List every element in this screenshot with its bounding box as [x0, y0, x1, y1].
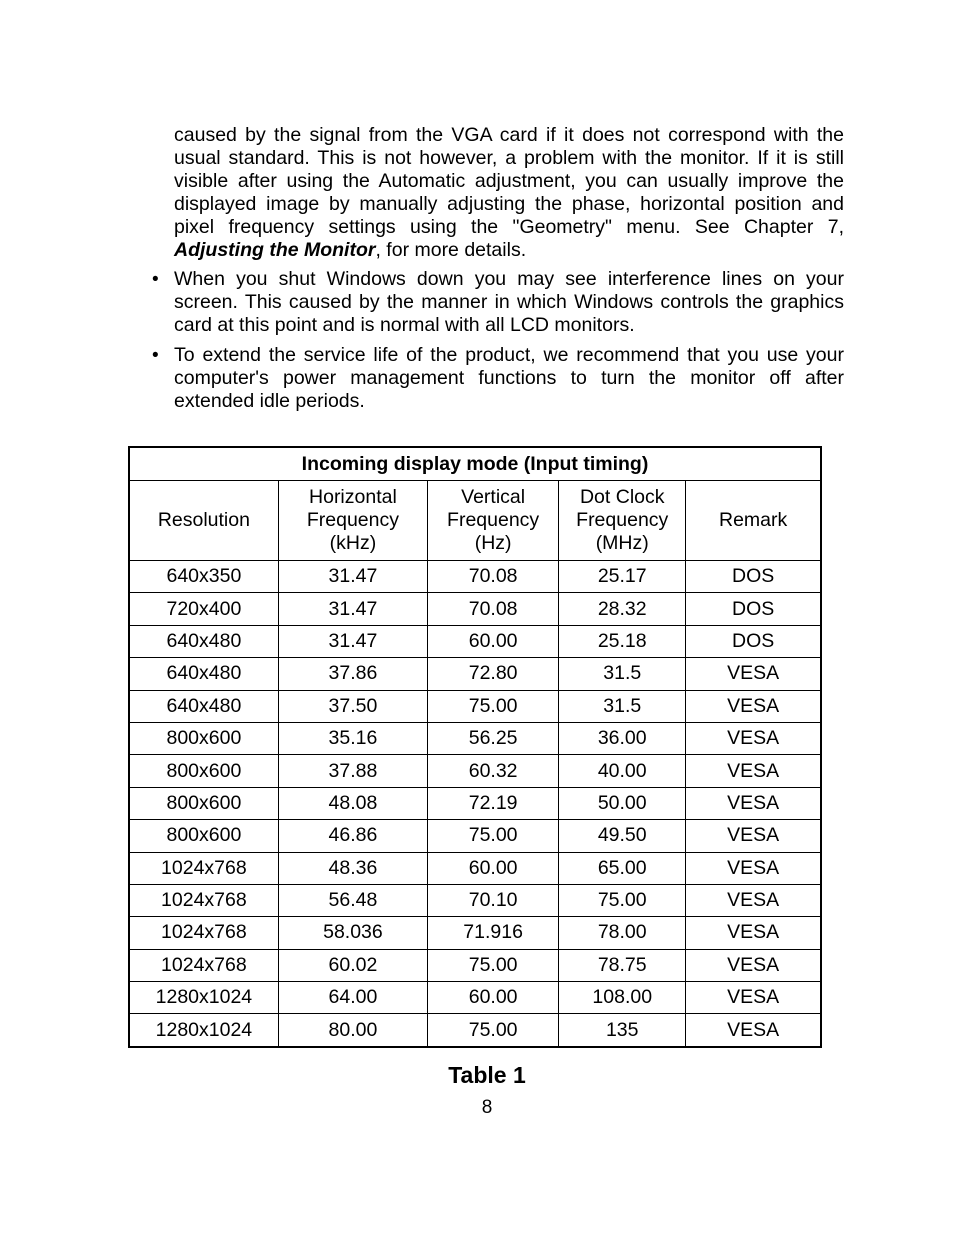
horizontal-frequency-cell: 31.47 — [278, 561, 427, 593]
horizontal-frequency-cell: 37.88 — [278, 755, 427, 787]
dot-clock-cell: 65.00 — [559, 852, 686, 884]
table-row — [129, 561, 821, 593]
dot-clock-cell: 50.00 — [559, 787, 686, 819]
table-row — [129, 755, 821, 787]
header-dot-clock-frequency: Dot Clock Frequency (MHz) — [559, 481, 686, 561]
bullet-list — [152, 268, 844, 413]
remark-cell: VESA — [686, 755, 821, 787]
horizontal-frequency-cell: 60.02 — [278, 949, 427, 981]
resolution-cell: 640x480 — [129, 690, 278, 722]
bullet-icon: • — [152, 345, 159, 366]
horizontal-frequency-cell: 64.00 — [278, 982, 427, 1014]
remark-cell: DOS — [686, 561, 821, 593]
vertical-frequency-cell: 60.00 — [428, 852, 559, 884]
table-row — [129, 852, 821, 884]
horizontal-frequency-cell: 48.36 — [278, 852, 427, 884]
input-timing-table — [128, 446, 822, 1048]
table-caption: Table 1 — [448, 1062, 526, 1088]
dot-clock-cell: 31.5 — [559, 690, 686, 722]
table-row — [129, 593, 821, 625]
vertical-frequency-cell: 70.08 — [428, 593, 559, 625]
list-item — [152, 344, 844, 413]
table-row — [129, 787, 821, 819]
dot-clock-cell: 25.17 — [559, 561, 686, 593]
horizontal-frequency-cell: 80.00 — [278, 1014, 427, 1047]
bullet-icon: • — [152, 269, 159, 290]
resolution-cell: 800x600 — [129, 755, 278, 787]
body-text — [152, 124, 844, 420]
vertical-frequency-cell: 70.08 — [428, 561, 559, 593]
remark-cell: VESA — [686, 787, 821, 819]
horizontal-frequency-cell: 46.86 — [278, 820, 427, 852]
bullet-text: To extend the service life of the product, we recommend that you use your computer's power management functions to turn the monitor off after extended idle periods. — [174, 344, 844, 412]
remark-cell: VESA — [686, 820, 821, 852]
resolution-cell: 800x600 — [129, 787, 278, 819]
header-remark: Remark — [686, 481, 821, 561]
vertical-frequency-cell: 60.00 — [428, 625, 559, 657]
page-number: 8 — [481, 1097, 493, 1118]
resolution-cell: 1024x768 — [129, 884, 278, 916]
intro-text-after: , for more details. — [375, 239, 527, 261]
bullet-text: When you shut Windows down you may see interference lines on your screen. This caused by the manner in which Windows controls the graphics card at this point and is normal with all LCD monitors. — [174, 268, 844, 336]
vertical-frequency-cell: 60.00 — [428, 982, 559, 1014]
horizontal-frequency-cell: 35.16 — [278, 722, 427, 754]
dot-clock-cell: 28.32 — [559, 593, 686, 625]
table-row — [129, 658, 821, 690]
resolution-cell: 1024x768 — [129, 852, 278, 884]
remark-cell: VESA — [686, 690, 821, 722]
intro-paragraph — [174, 124, 844, 262]
resolution-cell: 1024x768 — [129, 917, 278, 949]
dot-clock-cell: 135 — [559, 1014, 686, 1047]
vertical-frequency-cell: 75.00 — [428, 690, 559, 722]
table-title: Incoming display mode (Input timing) — [129, 447, 821, 481]
vertical-frequency-cell: 75.00 — [428, 820, 559, 852]
table-row — [129, 820, 821, 852]
remark-cell: VESA — [686, 1014, 821, 1047]
resolution-cell: 800x600 — [129, 722, 278, 754]
resolution-cell: 720x400 — [129, 593, 278, 625]
horizontal-frequency-cell: 31.47 — [278, 593, 427, 625]
dot-clock-cell: 75.00 — [559, 884, 686, 916]
table-row — [129, 884, 821, 916]
vertical-frequency-cell: 71.916 — [428, 917, 559, 949]
dot-clock-cell: 49.50 — [559, 820, 686, 852]
header-vertical-frequency: Vertical Frequency (Hz) — [428, 481, 559, 561]
vertical-frequency-cell: 75.00 — [428, 1014, 559, 1047]
vertical-frequency-cell: 70.10 — [428, 884, 559, 916]
table-body — [129, 561, 821, 1047]
list-item — [152, 268, 844, 337]
remark-cell: VESA — [686, 658, 821, 690]
dot-clock-cell: 31.5 — [559, 658, 686, 690]
horizontal-frequency-cell: 58.036 — [278, 917, 427, 949]
dot-clock-cell: 40.00 — [559, 755, 686, 787]
intro-text-before: caused by the signal from the VGA card if it does not correspond with the usual standard. This is not however, a problem with the monitor. If it is still visible after using the Automatic adjustment, you can usually improve the displayed image by manually adjusting the phase, horizontal position and pixel frequency settings using the "Geometry" menu. See Chapter 7, — [174, 124, 844, 238]
table-row — [129, 690, 821, 722]
dot-clock-cell: 25.18 — [559, 625, 686, 657]
resolution-cell: 1024x768 — [129, 949, 278, 981]
remark-cell: VESA — [686, 917, 821, 949]
table-row — [129, 625, 821, 657]
remark-cell: VESA — [686, 884, 821, 916]
table-row — [129, 1014, 821, 1047]
resolution-cell: 1280x1024 — [129, 982, 278, 1014]
header-row — [129, 481, 821, 561]
remark-cell: DOS — [686, 593, 821, 625]
dot-clock-cell: 36.00 — [559, 722, 686, 754]
dot-clock-cell: 78.00 — [559, 917, 686, 949]
remark-cell: VESA — [686, 852, 821, 884]
header-resolution: Resolution — [129, 481, 278, 561]
table-row — [129, 949, 821, 981]
vertical-frequency-cell: 72.80 — [428, 658, 559, 690]
header-horizontal-frequency: Horizontal Frequency (kHz) — [278, 481, 427, 561]
vertical-frequency-cell: 56.25 — [428, 722, 559, 754]
resolution-cell: 640x480 — [129, 625, 278, 657]
chapter-reference: Adjusting the Monitor — [174, 239, 376, 261]
resolution-cell: 640x350 — [129, 561, 278, 593]
vertical-frequency-cell: 72.19 — [428, 787, 559, 819]
horizontal-frequency-cell: 31.47 — [278, 625, 427, 657]
table-row — [129, 722, 821, 754]
dot-clock-cell: 108.00 — [559, 982, 686, 1014]
table-row — [129, 982, 821, 1014]
remark-cell: VESA — [686, 982, 821, 1014]
resolution-cell: 1280x1024 — [129, 1014, 278, 1047]
horizontal-frequency-cell: 37.86 — [278, 658, 427, 690]
horizontal-frequency-cell: 56.48 — [278, 884, 427, 916]
horizontal-frequency-cell: 37.50 — [278, 690, 427, 722]
resolution-cell: 800x600 — [129, 820, 278, 852]
vertical-frequency-cell: 60.32 — [428, 755, 559, 787]
dot-clock-cell: 78.75 — [559, 949, 686, 981]
horizontal-frequency-cell: 48.08 — [278, 787, 427, 819]
remark-cell: VESA — [686, 949, 821, 981]
vertical-frequency-cell: 75.00 — [428, 949, 559, 981]
table-row — [129, 917, 821, 949]
remark-cell: VESA — [686, 722, 821, 754]
resolution-cell: 640x480 — [129, 658, 278, 690]
remark-cell: DOS — [686, 625, 821, 657]
